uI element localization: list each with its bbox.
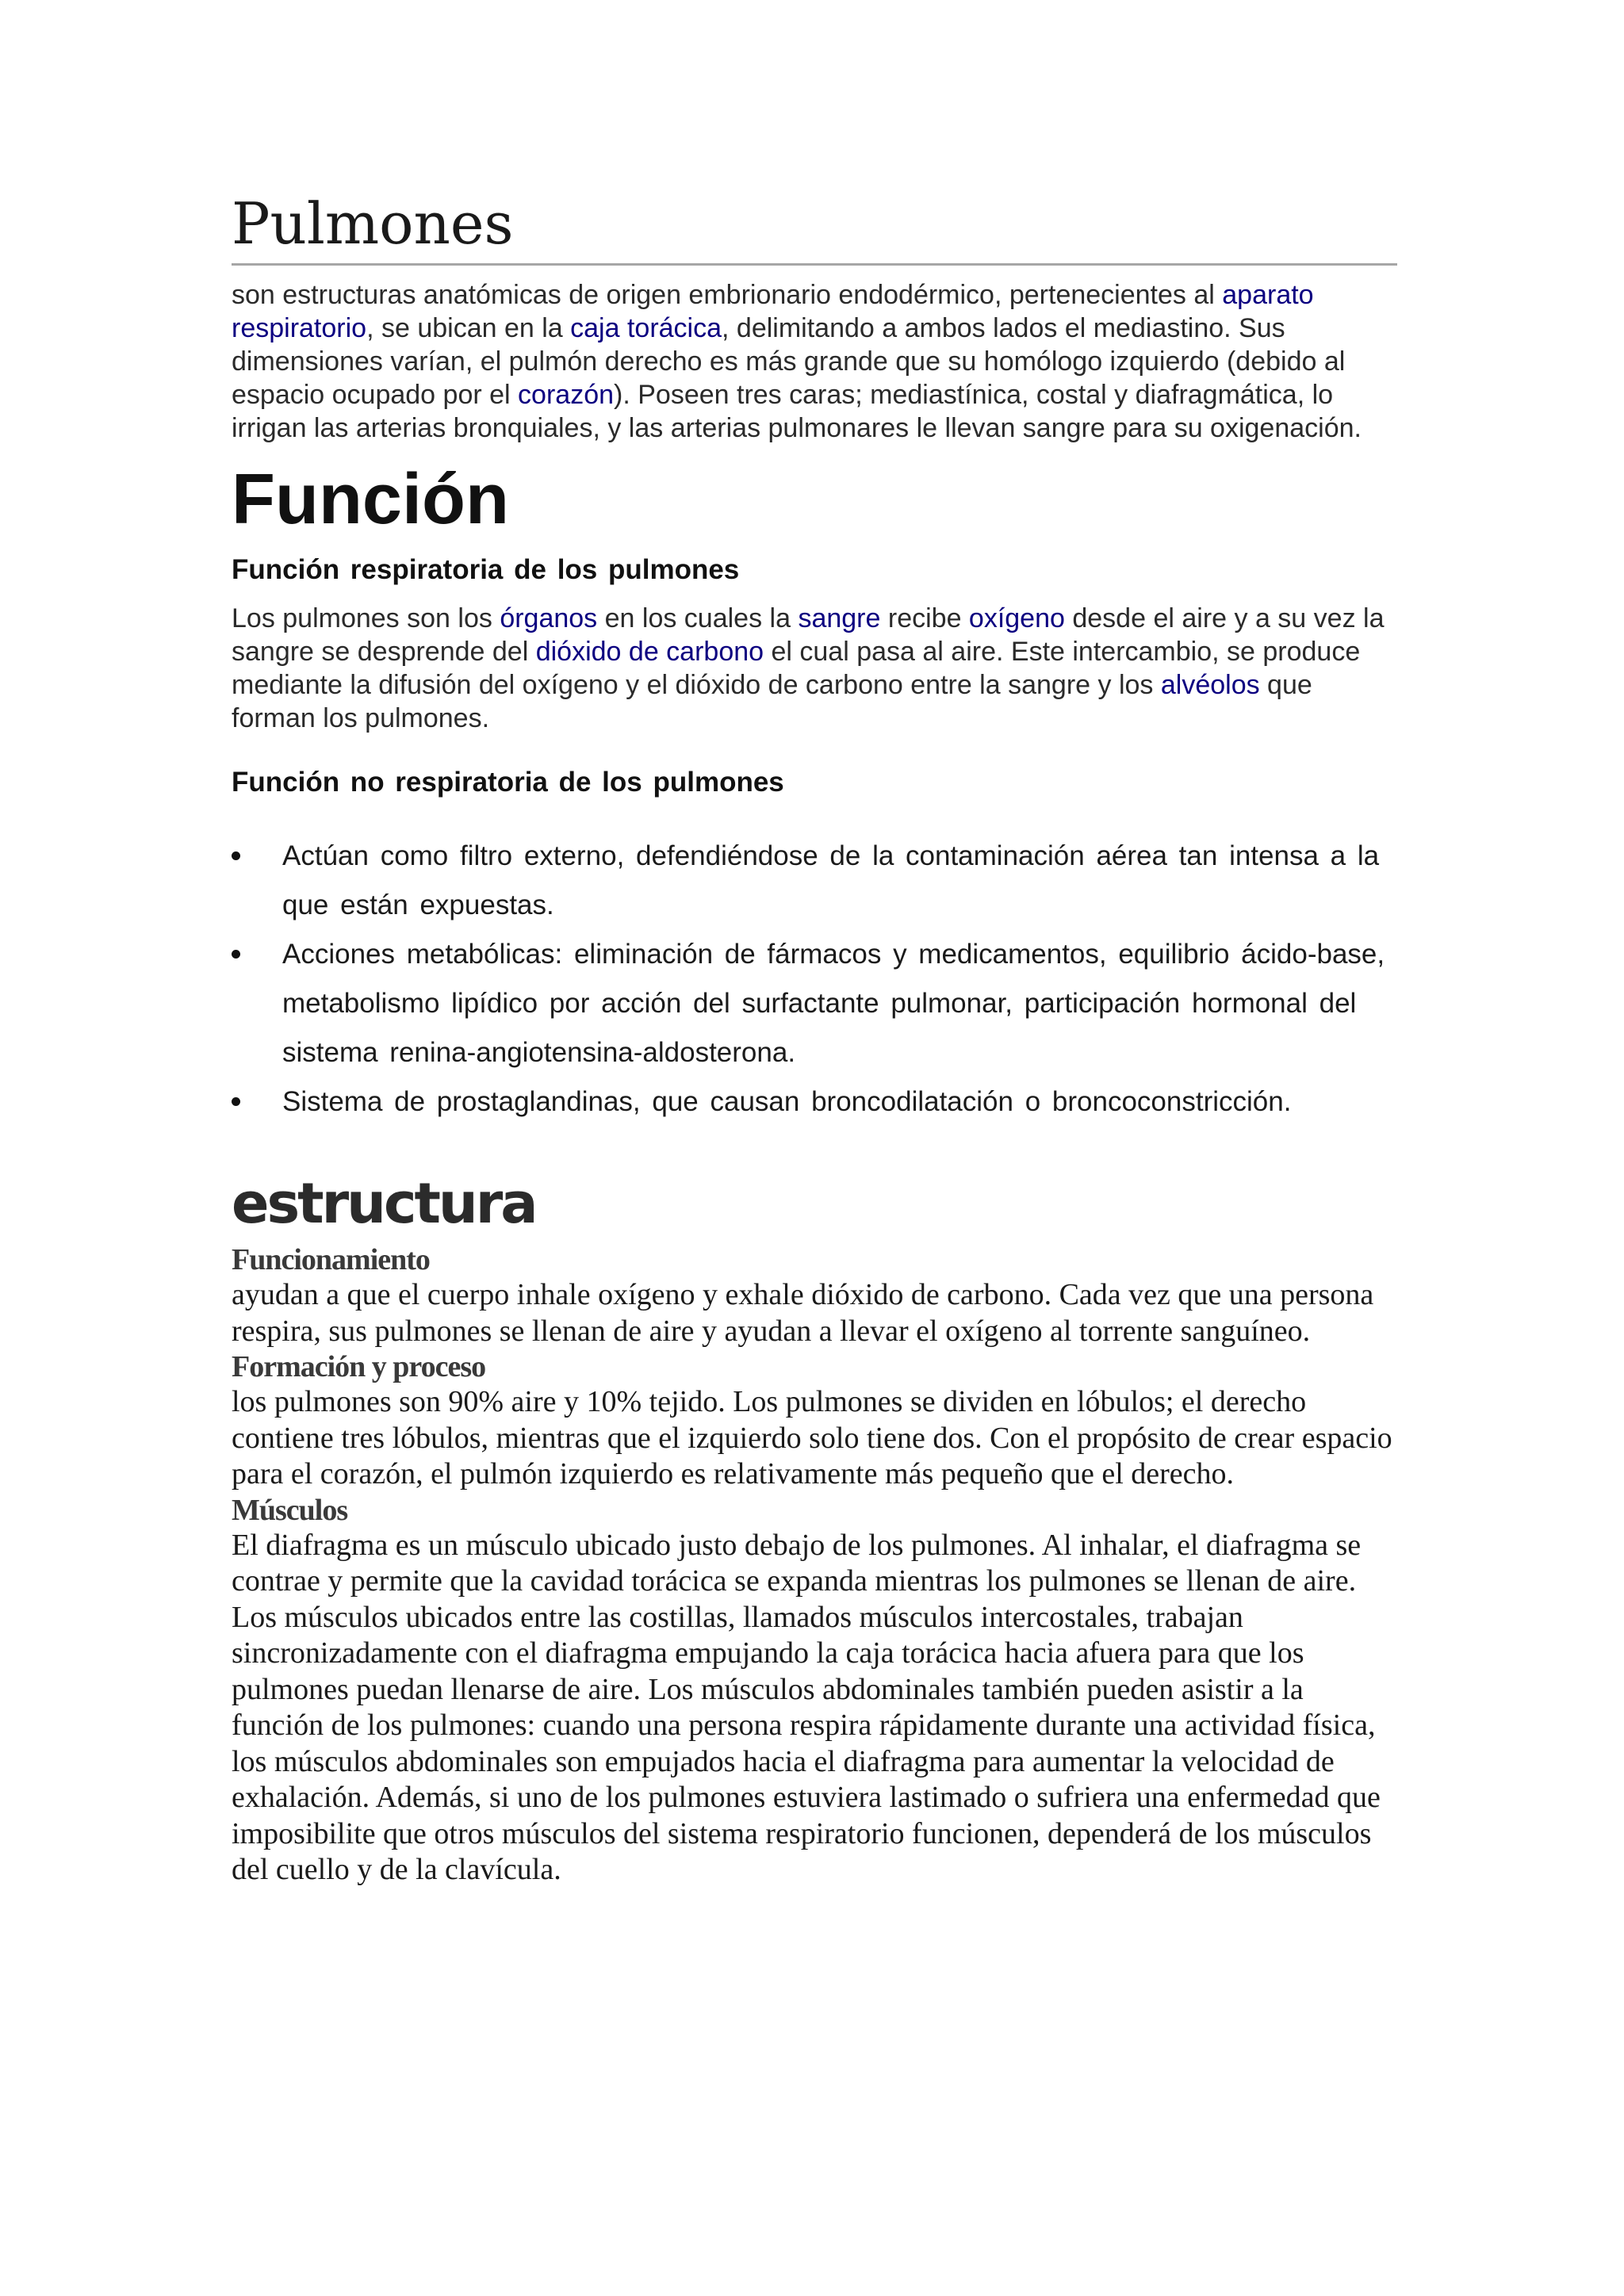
list-item	[232, 930, 1397, 1077]
bullet-icon	[232, 1097, 240, 1106]
link-organos[interactable]: órganos	[500, 603, 598, 633]
link-alveolos[interactable]: alvéolos	[1160, 670, 1260, 700]
funcion-heading: Función	[232, 460, 509, 539]
bullet-icon	[232, 950, 240, 959]
link-dioxido-de-carbono[interactable]: dióxido de carbono	[535, 637, 764, 667]
resp-text: en los cuales la	[597, 603, 799, 633]
funcion-no-respiratoria-heading: Función no respiratoria de los pulmones	[232, 767, 784, 798]
formacion-paragraph: los pulmones son 90% aire y 10% tejido. Los pulmones se dividen en lóbulos; el derecho contiene tres lóbulos, mientras que el izquierdo solo tiene dos. Con el propósito de crear espacio para el corazón, el pulmón izquierdo es relativamente más pequeño que el derecho.	[232, 1385, 1392, 1490]
intro-text: son estructuras anatómicas de origen embrionario endodérmico, pertenecientes al	[232, 280, 1223, 310]
funcionamiento-paragraph: ayudan a que el cuerpo inhale oxígeno y exhale dióxido de carbono. Cada vez que una persona respira, sus pulmones se llenan de aire y ayudan a llevar el oxígeno al torrente sanguíneo.	[232, 1278, 1374, 1348]
musculos-paragraph: El diafragma es un músculo ubicado justo debajo de los pulmones. Al inhalar, el diafragma se contrae y permite que la cavidad torácica se expanda mientras los pulmones se llenan de aire. Los músculos ubicados entre las costillas, llamados músculos intercostales, trabajan sincronizadamente con el diafragma empujando la caja torácica hacia afuera para que los pulmones puedan llenarse de aire. Los músculos abdominales también pueden asistir a la función de los pulmones: cuando una persona respira rápidamente durante una actividad física, los músculos abdominales son empujados hacia el diafragma para aumentar la velocidad de exhalación. Además, si uno de los pulmones estuviera lastimado o sufriera una enfermedad que imposibilite que otros músculos del sistema respiratorio funcionen, dependerá de los músculos del cuello y de la clavícula.	[232, 1528, 1381, 1886]
link-sangre[interactable]: sangre	[798, 603, 881, 633]
link-oxigeno[interactable]: oxígeno	[968, 603, 1065, 633]
resp-text: desde el aire y a su vez la sangre se desprende del	[232, 603, 1385, 667]
formacion-heading: Formación y proceso	[232, 1350, 486, 1383]
link-caja-toracica[interactable]: caja torácica	[570, 313, 722, 343]
bullet-icon	[232, 851, 240, 860]
funcion-respiratoria-heading: Función respiratoria de los pulmones	[232, 554, 740, 585]
document-page	[232, 187, 1397, 1888]
page-title: Pulmones	[232, 190, 514, 257]
list-item-text: Acciones metabólicas: eliminación de fármacos y medicamentos, equilibrio ácido-base, metabolismo lipídico por acción del surfactante pulmonar, participación hormonal del sistema renina-angiotensina-aldosterona.	[282, 939, 1385, 1068]
musculos-heading: Músculos	[232, 1493, 348, 1527]
intro-paragraph	[232, 278, 1397, 445]
intro-text: ). Poseen tres caras; mediastínica, costal y diafragmática, lo irrigan las arterias bronquiales, y las arterias pulmonares le llevan sangre para su oxigenación.	[232, 380, 1362, 443]
resp-text: Los pulmones son los	[232, 603, 500, 633]
intro-text: , se ubican en la	[366, 313, 571, 343]
funcion-no-respiratoria-list	[232, 832, 1397, 1127]
resp-text: recibe	[880, 603, 969, 633]
title-underline	[232, 263, 1397, 266]
funcion-respiratoria-paragraph	[232, 602, 1397, 735]
link-corazon[interactable]: corazón	[518, 380, 615, 410]
list-item	[232, 832, 1397, 930]
estructura-heading: estructura	[232, 1171, 536, 1236]
list-item	[232, 1077, 1397, 1127]
list-item-text: Actúan como filtro externo, defendiéndose de la contaminación aérea tan intensa a la que están expuestas.	[282, 840, 1380, 920]
funcionamiento-heading: Funcionamiento	[232, 1243, 430, 1276]
list-item-text: Sistema de prostaglandinas, que causan broncodilatación o broncoconstricción.	[282, 1086, 1292, 1117]
resp-text: que forman los pulmones.	[232, 670, 1312, 733]
intro-text: , delimitando a ambos lados el mediastino. Sus dimensiones varían, el pulmón derecho es más grande que su homólogo izquierdo (debido al espacio ocupado por el	[232, 313, 1346, 410]
link-aparato-respiratorio[interactable]: aparato respiratorio	[232, 280, 1314, 343]
resp-text: el cual pasa al aire. Este intercambio, se produce mediante la difusión del oxígeno y el dióxido de carbono entre la sangre y los	[232, 637, 1361, 700]
